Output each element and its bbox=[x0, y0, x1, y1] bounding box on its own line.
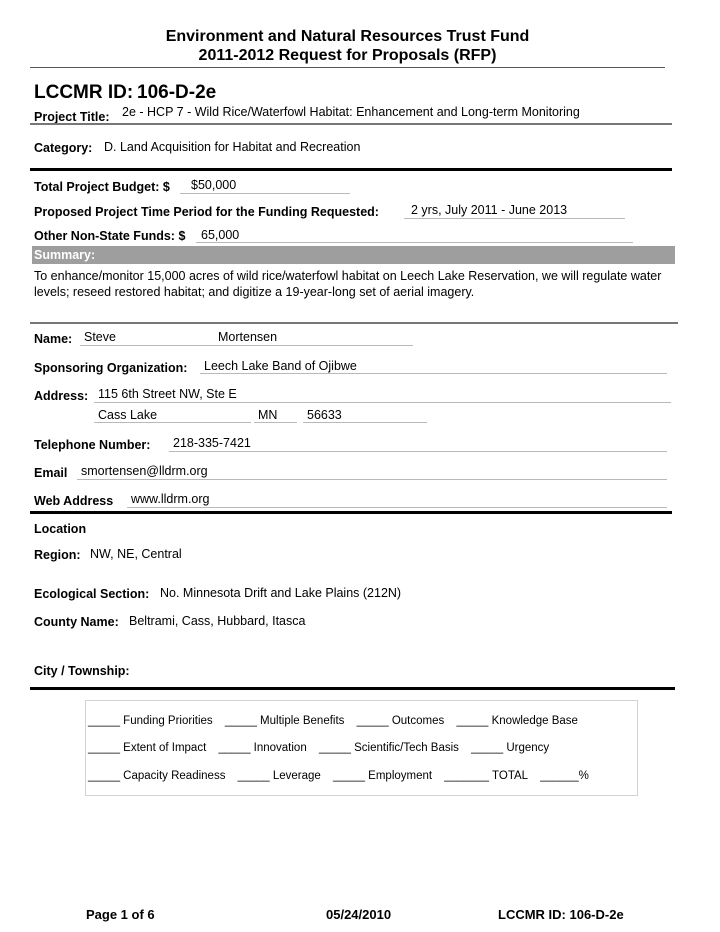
lccmr-id-value: 106-D-2e bbox=[137, 82, 217, 103]
section-rule bbox=[30, 168, 672, 171]
budget-value: $50,000 bbox=[191, 178, 237, 192]
email-underline bbox=[77, 479, 667, 480]
web-address-label: Web Address bbox=[34, 494, 114, 508]
zip-underline bbox=[303, 422, 427, 423]
address-label: Address: bbox=[34, 389, 89, 403]
zip-value: 56633 bbox=[307, 408, 342, 422]
footer-date: 05/24/2010 bbox=[326, 907, 392, 922]
non-state-funds-underline bbox=[196, 242, 633, 243]
telephone-underline bbox=[169, 451, 667, 452]
telephone-label: Telephone Number: bbox=[34, 438, 151, 452]
lccmr-id-label: LCCMR ID: bbox=[34, 82, 134, 103]
time-period-value: 2 yrs, July 2011 - June 2013 bbox=[411, 203, 568, 217]
state-underline bbox=[254, 422, 297, 423]
scoring-row-3 bbox=[88, 770, 598, 782]
budget-label: Total Project Budget: $ bbox=[34, 180, 170, 194]
time-period-underline bbox=[404, 218, 625, 219]
section-rule bbox=[30, 511, 672, 514]
section-rule bbox=[30, 687, 675, 690]
summary-label: Summary: bbox=[34, 248, 96, 262]
city-value: Cass Lake bbox=[98, 408, 158, 422]
category-value: D. Land Acquisition for Habitat and Recreation bbox=[104, 140, 361, 154]
score-knowledge-base: _____ Knowledge Base bbox=[456, 715, 578, 727]
email-value: smortensen@lldrm.org bbox=[81, 464, 208, 478]
name-underline bbox=[80, 345, 413, 346]
sponsoring-organization-label: Sponsoring Organization: bbox=[34, 361, 188, 375]
category-label: Category: bbox=[34, 141, 93, 155]
score-employment: _____ Employment bbox=[333, 770, 433, 782]
street-value: 115 6th Street NW, Ste E bbox=[98, 387, 237, 401]
document-subtitle: 2011-2012 Request for Proposals (RFP) bbox=[198, 47, 497, 64]
non-state-funds-label: Other Non-State Funds: $ bbox=[34, 229, 186, 243]
score-urgency: _____ Urgency bbox=[471, 742, 550, 754]
county-name-label: County Name: bbox=[34, 615, 119, 629]
city-underline bbox=[94, 422, 251, 423]
region-value: NW, NE, Central bbox=[90, 547, 182, 561]
scoring-row-2 bbox=[88, 742, 558, 754]
section-rule bbox=[30, 123, 672, 125]
non-state-funds-value: 65,000 bbox=[201, 228, 240, 242]
footer-lccmr-id: LCCMR ID: 106-D-2e bbox=[498, 907, 624, 922]
project-title-label: Project Title: bbox=[34, 110, 110, 124]
score-innovation: _____ Innovation bbox=[218, 742, 307, 754]
summary-text: To enhance/monitor 15,000 acres of wild rice/waterfowl habitat on Leech Lake Reservation, we will regulate water levels; reseed restored habitat; and digitize a 19-year-long set of aerial imagery. bbox=[34, 269, 662, 299]
web-address-value: www.lldrm.org bbox=[131, 492, 210, 506]
time-period-label: Proposed Project Time Period for the Funding Requested: bbox=[34, 205, 379, 219]
footer-page-number: Page 1 of 6 bbox=[86, 907, 155, 922]
score-multiple-benefits: _____ Multiple Benefits bbox=[224, 715, 345, 727]
scoring-row-1 bbox=[88, 715, 587, 727]
email-label: Email bbox=[34, 466, 68, 480]
ecological-section-value: No. Minnesota Drift and Lake Plains (212N) bbox=[160, 586, 402, 600]
state-value: MN bbox=[258, 408, 278, 422]
project-title-value: 2e - HCP 7 - Wild Rice/Waterfowl Habitat: Enhancement and Long-term Monitoring bbox=[122, 105, 580, 119]
score-leverage: _____ Leverage bbox=[237, 770, 321, 782]
score-scientific-tech-basis: _____ Scientific/Tech Basis bbox=[318, 742, 459, 754]
city-township-label: City / Township: bbox=[34, 664, 130, 678]
name-label: Name: bbox=[34, 332, 73, 346]
header-rule bbox=[30, 67, 665, 68]
score-extent-of-impact: _____ Extent of Impact bbox=[88, 742, 207, 754]
first-name-value: Steve bbox=[84, 330, 116, 344]
score-total: _______ TOTAL bbox=[444, 770, 529, 782]
score-funding-priorities: _____ Funding Priorities bbox=[88, 715, 213, 727]
document-title: Environment and Natural Resources Trust Fund bbox=[165, 28, 530, 45]
ecological-section-label: Ecological Section: bbox=[34, 587, 150, 601]
telephone-value: 218-335-7421 bbox=[173, 436, 251, 450]
web-address-underline bbox=[127, 507, 667, 508]
score-outcomes: _____ Outcomes bbox=[356, 715, 445, 727]
location-heading: Location bbox=[34, 522, 87, 536]
score-percent: ______% bbox=[540, 770, 589, 782]
section-rule bbox=[30, 322, 678, 324]
budget-underline bbox=[180, 193, 350, 194]
organization-underline bbox=[200, 373, 667, 374]
county-name-value: Beltrami, Cass, Hubbard, Itasca bbox=[129, 614, 306, 628]
sponsoring-organization-value: Leech Lake Band of Ojibwe bbox=[204, 359, 357, 373]
street-underline bbox=[94, 402, 671, 403]
last-name-value: Mortensen bbox=[218, 330, 278, 344]
region-label: Region: bbox=[34, 548, 81, 562]
score-capacity-readiness: _____ Capacity Readiness bbox=[88, 770, 226, 782]
summary-bar bbox=[32, 246, 675, 264]
